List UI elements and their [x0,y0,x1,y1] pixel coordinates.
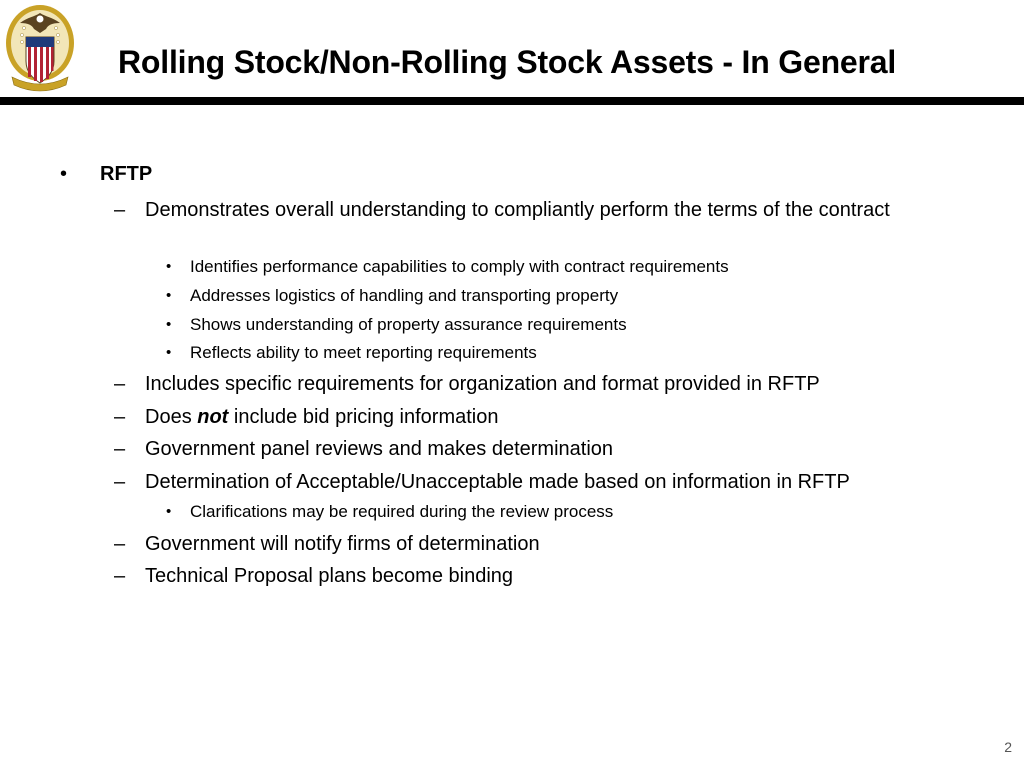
item-text: Identifies performance capabilities to comply with contract requirements [190,257,729,276]
item-text: Addresses logistics of handling and transporting property [190,286,619,305]
sub-list-item [166,501,950,523]
dash-icon: – [114,533,126,555]
bullet-icon: • [60,163,68,185]
heading-text: RFTP [100,163,153,185]
sub-list-item [166,285,950,307]
title-divider [0,97,1024,105]
dash-icon: – [114,406,126,428]
bullet-icon: • [166,503,172,520]
bullet-icon: • [166,316,172,333]
item-text: Government will notify firms of determination [145,533,540,555]
sub-list-item [166,342,950,364]
item-text: Reflects ability to meet reporting requirements [190,343,537,362]
item-text-after: include bid pricing information [228,406,499,428]
dla-eagle-seal-icon [4,3,76,93]
dash-icon: – [114,199,126,221]
item-text: Demonstrates overall understanding to compliantly perform the terms of the contract [145,199,890,221]
bullet-heading [60,162,153,186]
page-number: 2 [1004,739,1012,755]
item-text: Clarifications may be required during the review process [190,502,614,521]
bullet-icon: • [166,344,172,361]
item-text: Includes specific requirements for organization and format provided in RFTP [145,373,820,395]
dash-icon: – [114,373,126,395]
list-item [114,197,945,223]
list-item [114,469,945,495]
dash-icon: – [114,471,126,493]
dash-icon: – [114,565,126,587]
item-text: Government panel reviews and makes determination [145,438,614,460]
list-item [114,436,945,462]
bullet-icon: • [166,287,172,304]
item-text: Technical Proposal plans become binding [145,565,514,587]
emphasis-text: not [197,406,229,428]
list-item [114,563,945,589]
item-text-before: Does [145,406,198,428]
list-item [114,404,945,430]
item-text: Determination of Acceptable/Unacceptable made based on information in RFTP [145,471,850,493]
list-item [114,371,945,397]
slide-title: Rolling Stock/Non-Rolling Stock Assets - In General [118,44,897,80]
sub-list-item [166,314,950,336]
bullet-icon: • [166,258,172,275]
dash-icon: – [114,438,126,460]
list-item [114,531,945,557]
sub-list-item [166,256,950,278]
item-text: Shows understanding of property assurance requirements [190,315,627,334]
